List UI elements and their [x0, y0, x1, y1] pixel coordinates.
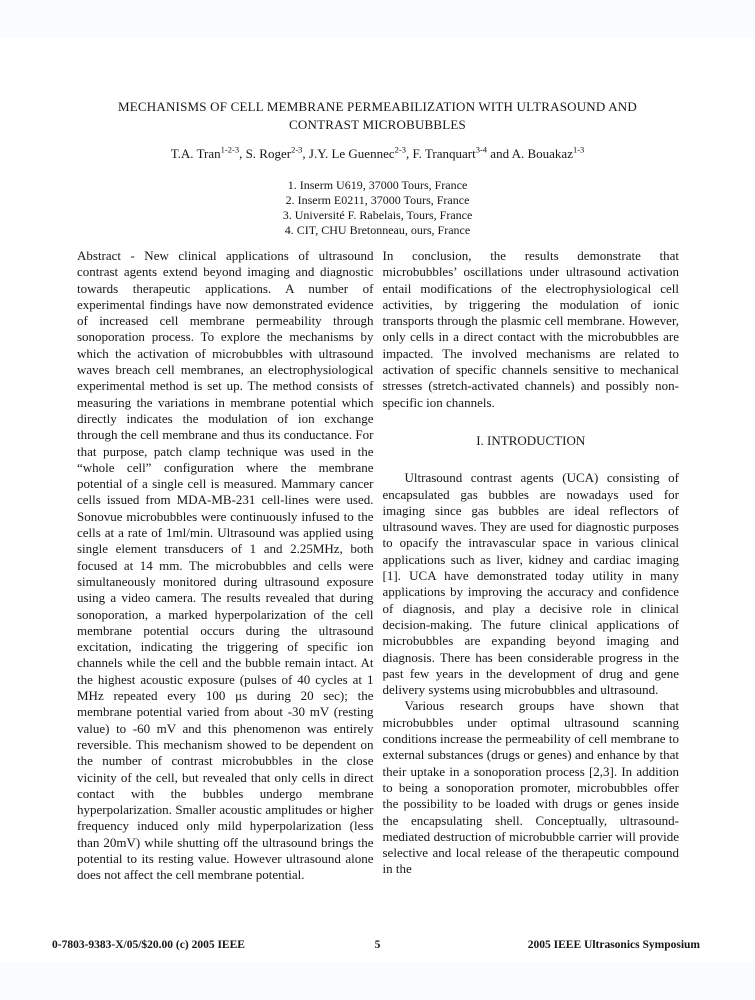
affiliation-line: 3. Université F. Rabelais, Tours, France — [282, 208, 473, 222]
body-columns — [77, 248, 679, 884]
paper-title-line-1: MECHANISMS OF CELL MEMBRANE PERMEABILIZATION WITH ULTRASOUND AND — [118, 99, 637, 114]
paper-title-line-2: CONTRAST MICROBUBBLES — [289, 117, 466, 132]
author-affiliation-superscript: 1-2-3 — [220, 144, 240, 155]
introduction-paragraph-2: Various research groups have shown that microbubbles under optimal ultrasound scanning conditions increase the permeability of cell membrane to external substances (drugs or genes) and enhance by that their uptake in a sonoporation process [2,3]. In addition to being a sonoporation promoter, microbubbles offer the possibility to be loaded with drugs or genes inside the encapsulating shell. Conceptually, ultrasound-mediated destruction of microbubble carrier will provide selective and local release of the therapeutic compound in the — [382, 698, 679, 877]
section-heading-introduction: I. INTRODUCTION — [476, 432, 586, 448]
footer-page-number: 5 — [374, 939, 381, 951]
paper-title — [0, 98, 755, 134]
author-name: T.A. Tran — [170, 146, 221, 161]
affiliation-line: 2. Inserm E0211, 37000 Tours, France — [285, 193, 470, 207]
conclusion-paragraph: In conclusion, the results demonstrate that microbubbles’ oscillations under ultrasound activation entail modifications of the electrophysiological cell activities, by triggering the modulation of ionic transports through the plasmic cell membrane. However, only cells in a direct contact with the microbubbles are impacted. The involved mechanisms are related to activation of specific channels sensitive to mechanical stresses (stretch-activated channels) and possibly non-specific ion channels. — [382, 248, 679, 410]
author-affiliation-superscript: 3-4 — [475, 144, 488, 155]
authors-line — [0, 146, 755, 162]
author-affiliation-superscript: 1-3 — [572, 144, 585, 155]
author-name: , S. Roger — [239, 146, 292, 161]
top-margin-band — [0, 0, 755, 38]
bottom-margin-band — [0, 962, 755, 1000]
left-column — [77, 248, 374, 884]
introduction-paragraph-1: Ultrasound contrast agents (UCA) consisting of encapsulated gas bubbles are nowadays used for imaging since gas bubbles are ideal reflectors of ultrasound waves. They are used for diagnostic purposes to opacify the intravascular space in various clinical applications such as liver, kidney and cardiac imaging [1]. UCA have demonstrated today utility in many applications by improving the accuracy and confidence of diagnosis, and play a decisive role in clinical decision-making. The future clinical applications of microbubbles are expanding beyond imaging and diagnosis. There has been considerable progress in the past few years in the development of drug and gene delivery systems using microbubbles and ultrasound. — [382, 470, 679, 698]
author-name: and A. Bouakaz — [487, 146, 573, 161]
affiliation-line: 4. CIT, CHU Bretonneau, ours, France — [284, 223, 471, 237]
author-name: , F. Tranquart — [405, 146, 476, 161]
affiliations-list — [0, 178, 755, 238]
author-affiliation-superscript: 2-3 — [291, 144, 303, 155]
footer-conference: 2005 IEEE Ultrasonics Symposium — [527, 939, 700, 951]
author-name: , J.Y. Le Guennec — [302, 146, 395, 161]
right-column — [383, 248, 680, 884]
footer-copyright: 0-7803-9383-X/05/$20.00 (c) 2005 IEEE — [52, 939, 245, 951]
abstract-paragraph: Abstract - New clinical applications of ultrasound contrast agents extend beyond imaging and diagnostic towards therapeutic applications. A number of experimental findings have now demonstrated evidence of increased cell membrane permeability through sonoporation process. To explore the mechanisms by which the activation of microbubbles with ultrasound waves breach cell membranes, an electrophysiological experimental method is set up. The method consists of measuring the variations in membrane potential which directly indicates the modulation of ion exchange through the cell membrane and thus its conductance. For that purpose, patch clamp technique was used in the “whole cell” configuration where the membrane potential of a single cell is measured. Mammary cancer cells issued from MDA-MB-231 cell-lines were used. Sonovue microbubbles were continuously infused to the cells at a rate of 1ml/min. Ultrasound was applied using single element transducers of 1 and 2.25MHz, both focused at 14 mm. The microbubbles and cells were simultaneously monitored during ultrasound exposure using a video camera. The results revealed that during sonoporation, a marked hyperpolarization of the cell membrane potential occurs during the ultrasound excitation, indicating the triggering of specific ion channels while the cell and the bubble remain intact. At the highest acoustic exposure (pulses of 40 cycles at 1 MHz repeated every 100 μs during 20 sec); the membrane potential varied from about -30 mV (resting value) to -60 mV and this phenomenon was entirely reversible. This mechanism showed to be dependent on the number of contrast microbubbles in the close vicinity of the cell, but revealed that only cells in direct contact with the bubbles undergo membrane hyperpolarization. Smaller acoustic amplitudes or higher frequency induced only mild hyperpolarization (less than 20mV) while shutting off the ultrasound brings the potential to its resting value. However ultrasound alone does not affect the cell membrane potential. — [77, 248, 374, 883]
affiliation-line: 1. Inserm U619, 37000 Tours, France — [287, 178, 468, 192]
author-affiliation-superscript: 2-3 — [394, 144, 406, 155]
